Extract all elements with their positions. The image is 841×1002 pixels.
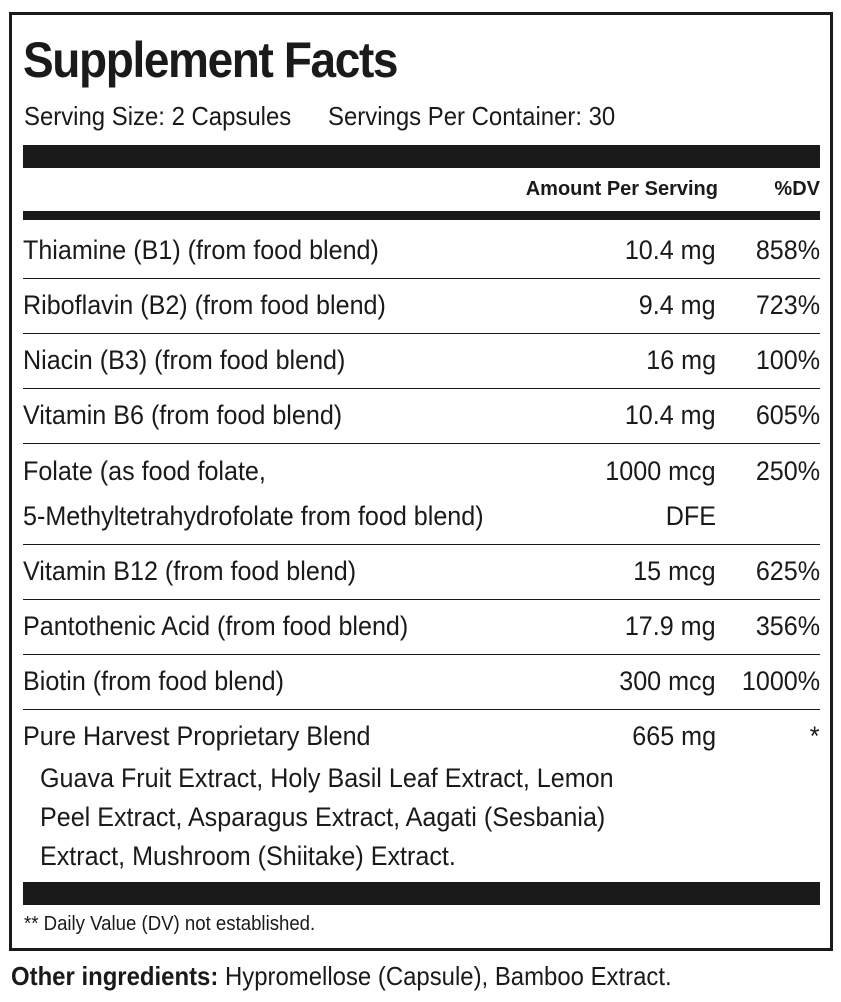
row-divider [23, 443, 820, 444]
row-divider [23, 333, 820, 334]
nutrient-dv: 356% [755, 611, 820, 641]
nutrient-name: Pure Harvest Proprietary Blend [23, 721, 371, 751]
nutrient-amount: 15 mcg [633, 556, 716, 586]
nutrient-amount-line2: DFE [665, 501, 716, 531]
nutrient-amount: 10.4 mg [625, 235, 716, 265]
supplement-facts-panel [9, 12, 833, 951]
nutrient-dv: 858% [755, 235, 820, 265]
blend-ingredients-line: Peel Extract, Asparagus Extract, Aagati (Sesbania) [40, 802, 606, 832]
blend-ingredients-line: Extract, Mushroom (Shiitake) Extract. [40, 841, 456, 871]
nutrient-dv: 100% [755, 345, 820, 375]
nutrient-amount: 16 mg [646, 345, 716, 375]
nutrient-name: Biotin (from food blend) [23, 666, 284, 696]
column-header [23, 175, 820, 207]
serving-info [24, 101, 615, 132]
servings-per-container: Servings Per Container: 30 [328, 101, 616, 131]
other-ingredients-label: Other ingredients: [11, 961, 219, 991]
header-divider-bar [23, 211, 820, 220]
nutrient-name: Riboflavin (B2) (from food blend) [23, 290, 386, 320]
other-ingredients [11, 961, 672, 992]
nutrient-name: Vitamin B12 (from food blend) [23, 556, 357, 586]
row-divider [23, 278, 820, 279]
header-dv: %DV [774, 178, 820, 200]
nutrient-name: Thiamine (B1) (from food blend) [23, 235, 379, 265]
nutrient-amount: 1000 mcg [605, 456, 716, 486]
nutrient-name: Pantothenic Acid (from food blend) [23, 611, 409, 641]
row-divider [23, 544, 820, 545]
panel-title: Supplement Facts [23, 32, 398, 88]
footnote: ** Daily Value (DV) not established. [24, 913, 316, 935]
nutrient-amount: 665 mg [632, 721, 716, 751]
nutrient-dv: 250% [755, 456, 820, 486]
row-divider [23, 709, 820, 710]
nutrient-name: Niacin (B3) (from food blend) [23, 345, 346, 375]
nutrient-dv: 605% [755, 400, 820, 430]
nutrient-name: Vitamin B6 (from food blend) [23, 400, 343, 430]
nutrient-dv: 723% [755, 290, 820, 320]
nutrient-name-line2: 5-Methyltetrahydrofolate from food blend) [23, 501, 484, 531]
top-divider-bar [23, 145, 820, 168]
nutrient-dv: * [810, 721, 820, 751]
nutrient-name: Folate (as food folate, [23, 456, 266, 486]
bottom-divider-bar [23, 882, 820, 905]
other-ingredients-text: Hypromellose (Capsule), Bamboo Extract. [218, 961, 672, 991]
nutrient-amount: 17.9 mg [625, 611, 716, 641]
header-amount: Amount Per Serving [525, 178, 718, 200]
blend-ingredients-line: Guava Fruit Extract, Holy Basil Leaf Extract, Lemon [40, 763, 614, 793]
nutrient-amount: 10.4 mg [625, 400, 716, 430]
nutrient-amount: 9.4 mg [639, 290, 716, 320]
nutrient-dv: 625% [755, 556, 820, 586]
row-divider [23, 654, 820, 655]
nutrient-amount: 300 mcg [619, 666, 716, 696]
nutrient-dv: 1000% [741, 666, 820, 696]
row-divider [23, 388, 820, 389]
row-divider [23, 599, 820, 600]
serving-size: Serving Size: 2 Capsules [24, 101, 292, 131]
